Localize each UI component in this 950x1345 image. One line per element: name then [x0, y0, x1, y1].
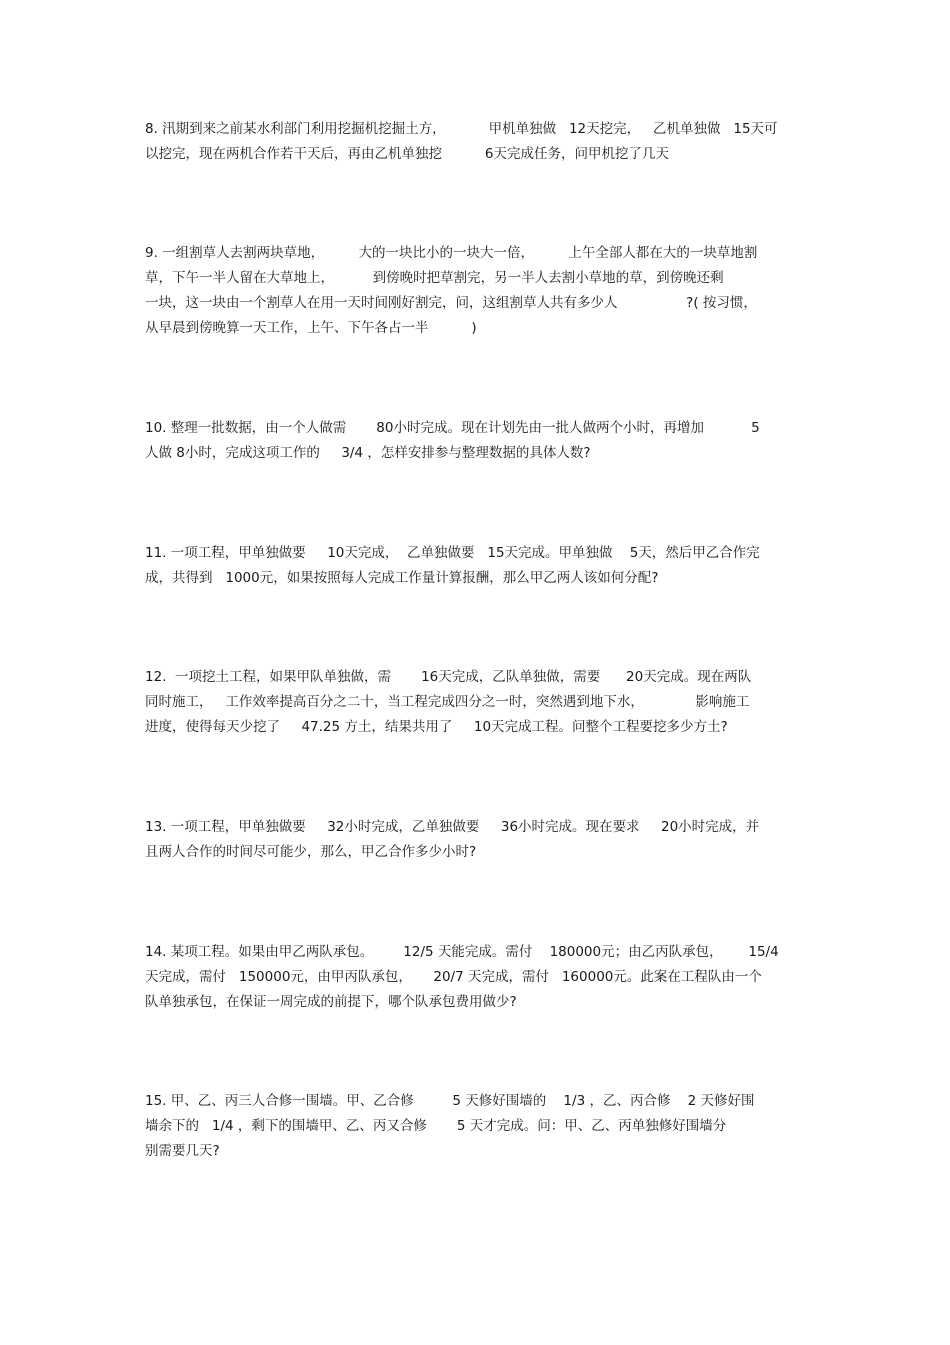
problem-10 [145, 416, 810, 466]
problem-14 [145, 940, 810, 1015]
problem-text-line: 成，共得到 1000元，如果按照每人完成工作量计算报酬，那么甲乙两人该如何分配? [145, 570, 659, 586]
problem-text-line: 15. 甲、乙、丙三人合修一围墙。甲、乙合修 5 天修好围墙的 1/3 ，乙、丙合修 2 天修好围 [145, 1093, 755, 1109]
problem-text-line: 人做 8小时，完成这项工作的 3/4 ，怎样安排参与整理数据的具体人数? [145, 445, 591, 461]
problem-text-line: 且两人合作的时间尽可能少，那么，甲乙合作多少小时? [145, 844, 477, 860]
problem-text-line: 别需要几天? [145, 1143, 220, 1159]
problem-text-line: 10. 整理一批数据，由一个人做需 80小时完成。现在计划先由一批人做两个小时，再增加 5 [145, 420, 760, 436]
problem-text-line: 从早晨到傍晚算一天工作，上午、下午各占一半 ) [145, 320, 477, 336]
problem-text-line: 14. 某项工程。如果由甲乙两队承包。 12/5 天能完成。需付 180000元；由乙丙队承包， 15/4 [145, 944, 779, 960]
problem-text-line: 进度，使得每天少挖了 47.25 方土，结果共用了 10天完成工程。问整个工程要挖多少方土? [145, 719, 728, 735]
problem-8 [145, 117, 810, 167]
problem-text-line: 墙余下的 1/4 ，剩下的围墙甲、乙、丙又合修 5 天才完成。问：甲、乙、丙单独修好围墙分 [145, 1118, 727, 1134]
problem-text-line: 11. 一项工程，甲单独做要 10天完成， 乙单独做要 15天完成。甲单独做 5天，然后甲乙合作完 [145, 545, 760, 561]
problem-text-line: 以挖完，现在两机合作若干天后，再由乙机单独挖 6天完成任务，问甲机挖了几天 [145, 146, 670, 162]
problem-9 [145, 241, 810, 341]
problem-text-line: 12. 一项挖土工程，如果甲队单独做，需 16天完成，乙队单独做，需要 20天完成。现在两队 [145, 669, 752, 685]
problem-text-line: 同时施工， 工作效率提高百分之二十，当工程完成四分之一时，突然遇到地下水， 影响施工 [145, 694, 750, 710]
problem-text-line: 13. 一项工程，甲单独做要 32小时完成，乙单独做要 36小时完成。现在要求 20小时完成，并 [145, 819, 760, 835]
problem-text-line: 9. 一组割草人去割两块草地， 大的一块比小的一块大一倍， 上午全部人都在大的一块草地割 [145, 245, 758, 261]
problem-text-line: 8. 汛期到来之前某水利部门利用挖掘机挖掘土方， 甲机单独做 12天挖完， 乙机单独做 15天可 [145, 121, 778, 137]
problem-text-line: 一块，这一块由一个割草人在用一天时间刚好割完，问，这组割草人共有多少人 ?( 按习惯， [145, 295, 757, 311]
problem-text-line: 草，下午一半人留在大草地上， 到傍晚时把草割完，另一半人去割小草地的草，到傍晚还剩 [145, 270, 724, 286]
problem-text-line: 天完成，需付 150000元，由甲丙队承包， 20/7 天完成，需付 160000元。此案在工程队由一个 [145, 969, 762, 985]
problem-15 [145, 1089, 810, 1164]
problem-13 [145, 815, 810, 865]
problem-text-line: 队单独承包，在保证一周完成的前提下，哪个队承包费用做少? [145, 994, 517, 1010]
problem-12 [145, 665, 810, 740]
problem-11 [145, 541, 810, 591]
